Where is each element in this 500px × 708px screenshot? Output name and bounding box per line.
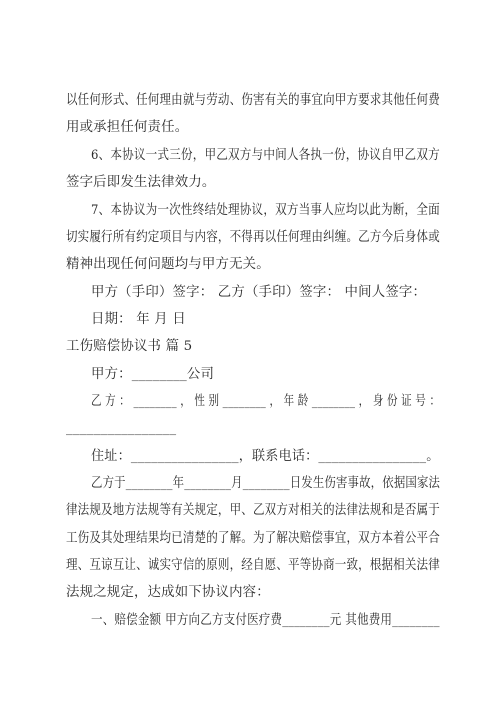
paragraph-line: 精神出现任何问题均与甲方无关。 xyxy=(66,257,270,272)
section-title: 工伤赔偿协议书 篇 5 xyxy=(66,339,193,354)
paragraph-line: 律法规及地方法规等有关规定，甲、乙双方对相关的法律法规和是否属于 xyxy=(66,503,440,518)
compensation-line: 一、赔偿金额 甲方向乙方支付医疗费________元 其他费用________ xyxy=(91,613,440,628)
paragraph-line: 6、本协议一式三份，甲乙双方与中间人各执一份，协议自甲乙双方 xyxy=(91,148,440,163)
paragraph-line: 以任何形式、任何理由就与劳动、伤害有关的事宜向甲方要求其他任何费 xyxy=(66,93,440,108)
party-b-line: 乙 方 ： ________ ， 性 别 ________ ， 年 龄 ________ ， 身 份 证 号 ： xyxy=(91,394,441,409)
paragraph-line: 切实履行所有约定项目与内容，不得再以任何理由纠缠。乙方今后身体或 xyxy=(66,230,440,245)
paragraph-line: 理、互谅互让、诚实守信的原则，经自愿、平等协商一致，根据相关法律 xyxy=(66,558,440,573)
paragraph-line: 用或承担任何责任。 xyxy=(66,120,189,135)
id-number-line: ________________ xyxy=(66,421,177,436)
party-a-line: 甲方：________公司 xyxy=(91,367,215,382)
paragraph-line: 乙方于________年________月________日发生伤害事故，依据国家法 xyxy=(91,476,441,491)
address-line: 住址：________________，联系电话：________________。 xyxy=(91,449,440,464)
date-line: 日期： 年 月 日 xyxy=(91,312,186,327)
paragraph-line: 法规之规定，达成如下协议内容： xyxy=(66,585,270,600)
signature-line: 甲方（手印）签字： 乙方（手印）签字： 中间人签字： xyxy=(91,285,427,300)
paragraph-line: 工伤及其处理结果均已清楚的了解。为了解决赔偿事宜，双方本着公平合 xyxy=(66,531,440,546)
paragraph-line: 7、本协议为一次性终结处理协议，双方当事人应均以此为断，全面 xyxy=(91,203,440,218)
paragraph-line: 签字后即发生法律效力。 xyxy=(66,175,216,190)
